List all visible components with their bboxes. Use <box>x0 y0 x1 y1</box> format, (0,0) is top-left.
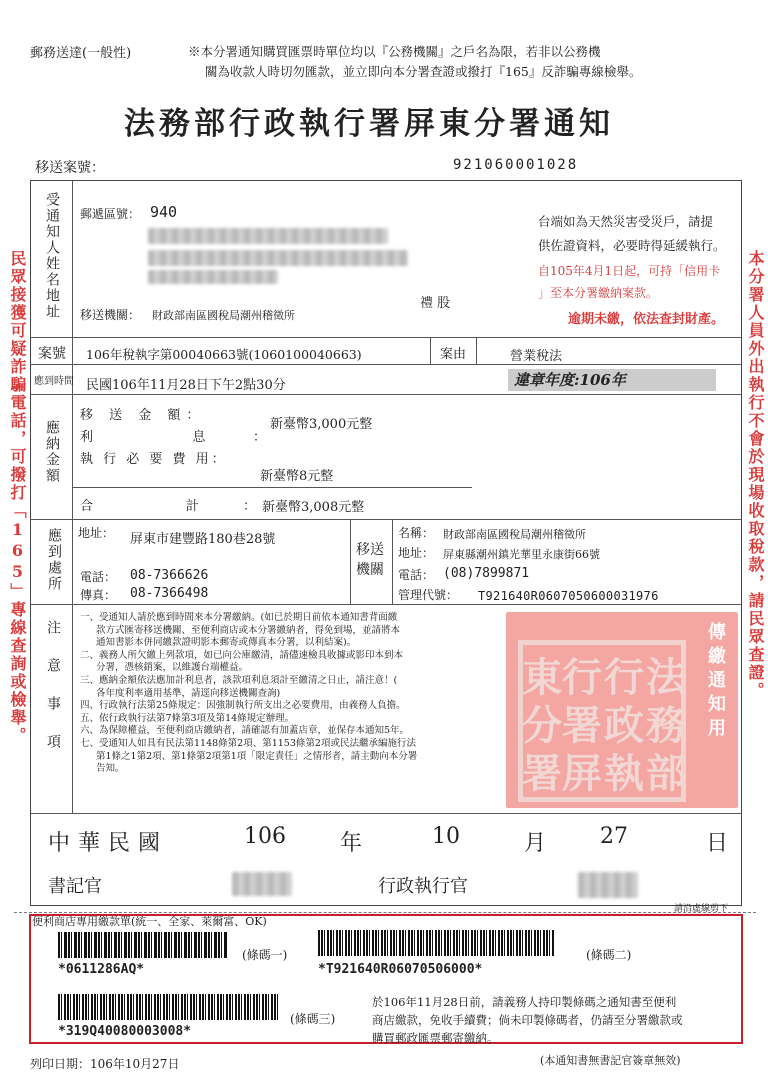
transfer-agency-label: 移送機關： <box>80 308 141 322</box>
total-label-text: 合 計： <box>80 499 256 514</box>
seal-char: 務 <box>646 702 686 749</box>
fax-label: 傳真： <box>80 588 117 602</box>
clerk-label: 書記官 <box>48 876 102 897</box>
deadline-note-2: 商店繳款，免收手續費；倘未印製條碼者，仍請至分署繳款或 <box>372 1013 683 1027</box>
warning-line-1: ※本分署通知購買匯票時單位均以『公務機關』之戶名為限，若非以公務機 <box>188 44 601 59</box>
agency-tel-label: 電話： <box>398 568 435 582</box>
note-line: 一、受通知人請於應到時間來本分署繳納。(如已於期日前依本通知書背面繳 <box>80 612 398 623</box>
case-number-label: 案號 <box>38 346 66 362</box>
interest-label <box>80 426 266 445</box>
date-year-label: 年 <box>340 831 363 856</box>
card-note-1: 自105年4月1日起，可持「信用卡 <box>538 264 721 278</box>
mail-type: 郵務送達(一般性) <box>30 46 132 61</box>
warning-line-2: 關為收款人時切勿匯款，並立即向本分署查證或撥打『165』反詐騙專線檢舉。 <box>205 64 642 79</box>
right-side-note: 本分署人員外出執行不會於現場收取稅款，請民眾查證。 <box>746 250 765 700</box>
notes-list <box>80 612 520 776</box>
total-label <box>80 495 256 514</box>
case-label: 移送案號： <box>35 160 105 176</box>
barcode-2-label: (條碼二) <box>586 948 632 962</box>
barcode-3-label: (條碼三) <box>290 1012 336 1026</box>
date-era: 中華民國 <box>48 831 169 856</box>
agency-address: 屏東縣潮州鎮光華里永康街66號 <box>443 548 600 561</box>
disaster-note-1: 台端如為天然災害受災戶，請提 <box>538 214 714 229</box>
seal-char: 行 <box>604 654 644 701</box>
seal-char: 法 <box>646 654 686 701</box>
print-date: 列印日期：106年10月27日 <box>30 1057 180 1071</box>
barcode-2 <box>318 930 554 956</box>
date-day-label: 日 <box>706 831 729 856</box>
agency-tel: (08)7899871 <box>443 566 530 581</box>
recipient-label: 受通知人姓名地址 <box>44 192 60 320</box>
seal-char: 部 <box>646 750 686 797</box>
expense-label: 執 行 必 要 費 用： <box>80 452 228 467</box>
postal-code: 940 <box>150 203 178 221</box>
seal-char: 署 <box>562 702 602 749</box>
seal-char: 執 <box>604 750 644 797</box>
cut-note: 請沿虛線剪下 <box>674 904 729 914</box>
agency-name-label: 名稱： <box>398 526 435 540</box>
barcode-1-text: *0611286AQ* <box>58 962 145 977</box>
barcode-1 <box>58 932 228 958</box>
disaster-note-2: 供佐證資料，必要時得延緩執行。 <box>538 238 726 253</box>
dept-label: 禮 股 <box>420 296 451 311</box>
barcode-1-label: (條碼一) <box>242 948 288 962</box>
clerk-stamp-redacted <box>232 872 292 896</box>
note-line: 五、依行政執行法第7條第3項及第14條規定辦理。 <box>80 712 295 724</box>
seal-char: 屏 <box>562 750 602 797</box>
note-line: 七、受通知人如具有民法第1148條第2項、第1153條第2項或民法繼承編施行法 <box>80 737 416 749</box>
note-line: 各年度利率適用基準，請逕向移送機關查詢) <box>96 687 281 699</box>
case-full-number: 106年稅執字第00040663號(1060100040663) <box>86 347 362 362</box>
tel-label: 電話： <box>80 570 117 584</box>
cause-value: 營業稅法 <box>510 349 563 364</box>
note-line: 款方式匯寄移送機關、至便利商店或本分署繳納者，得免到場，並請將本 <box>96 624 401 636</box>
seal-char: 行 <box>562 654 602 701</box>
note-line: 三、應納金額依法應加計利息者，該款項利息須計至繳清之日止，請注意！( <box>80 674 398 686</box>
agency-name: 財政部南區國稅局潮州稽徵所 <box>443 528 586 541</box>
addr-label: 地址： <box>78 526 115 540</box>
seal-char: 署 <box>522 750 562 797</box>
report-place-label: 應到處所 <box>46 528 62 592</box>
agency-label: 移送機關 <box>356 542 384 578</box>
time-label: 應到時間 <box>34 376 74 387</box>
date-year: 106 <box>244 824 286 849</box>
seal-char: 東 <box>522 654 562 701</box>
total-amount: 新臺幣3,008元整 <box>262 500 365 515</box>
mgmt-label: 管理代號： <box>398 588 459 602</box>
notes-label: 注意事項 <box>45 620 61 772</box>
report-fax: 08-7366498 <box>130 586 209 601</box>
interest-label-text: 利 息： <box>80 430 266 445</box>
case-number: 921060001028 <box>453 157 579 173</box>
report-tel: 08-7366626 <box>130 568 209 583</box>
note-line: 告知。 <box>96 763 125 775</box>
payment-header: 便利商店專用繳款單(統一、全家、萊爾富、OK) <box>32 915 267 928</box>
stamp-label: 傳繳通知用 <box>705 622 726 742</box>
date-month-label: 月 <box>524 831 547 856</box>
footer-note: (本通知書無書記官簽章無效) <box>540 1054 681 1067</box>
redacted-address <box>148 250 408 266</box>
barcode-3-text: *319Q40080003008* <box>58 1024 192 1039</box>
deadline-note-3: 購買郵政匯票郵寄繳納。 <box>372 1031 499 1045</box>
expense-amount: 新臺幣8元整 <box>260 469 334 484</box>
amount-label: 應納金額 <box>44 420 60 484</box>
note-line: 分署，憑核銷案，以維護台端權益。 <box>96 662 249 674</box>
card-note-2: 」至本分署繳納案款。 <box>538 286 659 300</box>
cause-label: 案由 <box>440 347 467 362</box>
note-line: 通知書影本併同繳款證明影本郵寄或傳真本分署，以利結案)。 <box>96 637 357 649</box>
seal-char: 政 <box>604 702 644 749</box>
left-side-note: 民眾接獲可疑詐騙電話，可撥打「165」專線查詢或檢舉。 <box>8 250 27 745</box>
barcode-2-text: *T921640R06070506000* <box>318 962 483 977</box>
note-line: 第1條之1第2項、第1條第2項第1項「限定責任」之情形者，請主動向本分署 <box>96 750 418 762</box>
deadline-note-1: 於106年11月28日前，請義務人持印製條碼之通知書至便利 <box>372 995 677 1009</box>
note-line: 四、行政執行法第25條規定：因強制執行所支出之必要費用，由義務人負擔。 <box>80 700 406 712</box>
officer-stamp-redacted <box>578 872 638 898</box>
page-title: 法務部行政執行署屏東分署通知 <box>124 106 614 142</box>
date-month: 10 <box>432 824 460 849</box>
agency-addr-label: 地址： <box>398 546 435 560</box>
seal-char: 分 <box>522 702 562 749</box>
violation-year: 違章年度:106年 <box>508 369 716 391</box>
overdue-note: 逾期未繳，依法查封財產。 <box>568 312 725 327</box>
transfer-agency: 財政部南區國稅局潮州稽徵所 <box>152 309 295 322</box>
redacted-extra <box>148 270 278 284</box>
report-address: 屏東市建豐路180巷28號 <box>130 532 276 547</box>
redacted-name <box>148 228 388 244</box>
mgmt-code: T921640R0607050600031976 <box>478 589 659 603</box>
note-line: 二、義務人所欠繳上列款項，如已向公庫繳清，請儘速檢具收據或影印本到本 <box>80 649 404 661</box>
official-seal <box>506 612 738 808</box>
date-day: 27 <box>600 824 628 849</box>
report-time: 民國106年11月28日下午2點30分 <box>86 378 286 393</box>
transfer-amount-label: 移 送 金 額： <box>80 408 206 423</box>
postal-label: 郵遞區號： <box>80 207 141 221</box>
transfer-amount: 新臺幣3,000元整 <box>270 417 373 432</box>
note-line: 六、為保障權益，至便利商店繳納者，請確認有加蓋店章，並保存本通知5年。 <box>80 725 410 737</box>
officer-label: 行政執行官 <box>378 876 468 897</box>
barcode-3 <box>58 994 280 1020</box>
